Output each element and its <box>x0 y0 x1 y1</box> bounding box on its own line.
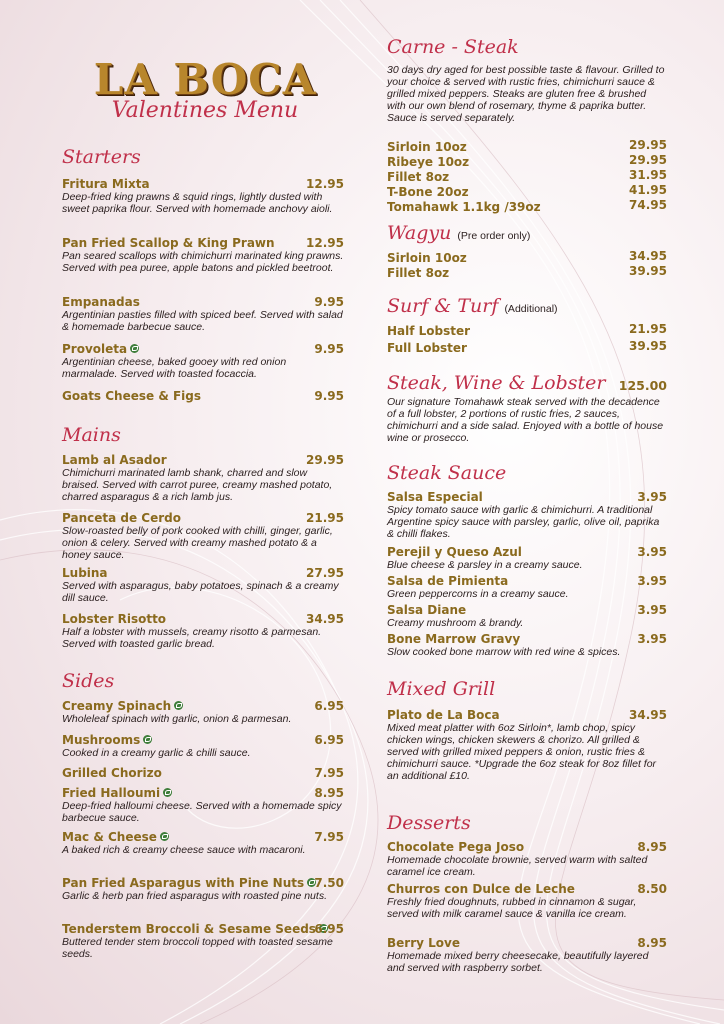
section-title-swl <box>387 372 667 394</box>
menu-item <box>62 612 344 650</box>
item-price: 34.95 <box>629 708 667 722</box>
item-price: 6.95 <box>314 733 344 747</box>
menu-item <box>62 342 344 380</box>
item-name: Chocolate Pega Joso <box>387 840 525 854</box>
item-name: Plato de La Boca <box>387 708 500 722</box>
item-description: Homemade chocolate brownie, served warm with salted caramel ice cream. <box>387 854 648 878</box>
section-description: 30 days dry aged for best possible taste & flavour. Grilled to your choice & served with rustic fries, chimichurri sauce & grilled mixed peppers. Steaks are gluten free & brushed with our own blend of rosemary, thyme & paprika butter. Sauce is served separately. <box>387 64 665 124</box>
section-title-sauce: Steak Sauce <box>387 462 507 484</box>
item-name: Sirloin 10oz <box>387 140 467 154</box>
item-name: Goats Cheese & Figs <box>62 389 202 403</box>
item-name: Provoleta <box>62 342 128 356</box>
menu-item <box>62 511 344 561</box>
item-name: Sirloin 10oz <box>387 251 467 265</box>
item-description: Green peppercorns in a creamy sauce. <box>387 588 569 600</box>
item-name: Full Lobster <box>387 341 467 355</box>
item-price: 29.95 <box>306 453 344 467</box>
item-price: 21.95 <box>629 322 667 336</box>
menu-item <box>387 936 667 974</box>
item-price: 29.95 <box>629 138 667 152</box>
item-price: 21.95 <box>306 511 344 525</box>
item-name: Bone Marrow Gravy <box>387 632 521 646</box>
brand-name: LA BOCA <box>93 55 317 104</box>
item-name: Grilled Chorizo <box>62 766 162 780</box>
section-title-sides: Sides <box>62 670 115 692</box>
item-description: Homemade mixed berry cheesecake, beautifully layered and served with raspberry sorbet. <box>387 950 649 974</box>
section-title-mixed: Mixed Grill <box>387 678 496 700</box>
item-description: Argentinian cheese, baked gooey with red onion marmalade. Served with toasted focaccia. <box>62 356 287 380</box>
menu-item <box>387 882 667 920</box>
section-title-text: Surf & Turf <box>387 295 499 317</box>
menu-item <box>62 766 344 780</box>
item-price: 39.95 <box>629 264 667 278</box>
item-description: Half a lobster with mussels, creamy risotto & parmesan. Served with toasted garlic bread. <box>62 626 322 650</box>
item-name: Pan Fried Scallop & King Prawn <box>62 236 275 250</box>
menu-item <box>387 603 667 629</box>
item-description: Blue cheese & parsley in a creamy sauce. <box>387 559 583 571</box>
item-price: 41.95 <box>629 183 667 197</box>
menu-item <box>387 708 667 782</box>
section-note: (Additional) <box>504 303 558 315</box>
item-price: 7.95 <box>314 766 344 780</box>
item-price: 12.95 <box>306 177 344 191</box>
menu-item <box>62 786 344 824</box>
item-name: Fried Halloumi <box>62 786 161 800</box>
item-price: 8.50 <box>637 882 667 896</box>
vegetarian-icon <box>163 788 172 797</box>
item-price: 31.95 <box>629 168 667 182</box>
section-note: (Pre order only) <box>457 230 531 242</box>
item-price: 3.95 <box>637 632 667 646</box>
item-price: 3.95 <box>637 574 667 588</box>
section-description: Our signature Tomahawk steak served with the decadence of a full lobster, 2 portions of rustic fries, 2 sauces, chimichurri and a side salad. Enjoyed with a bottle of house wine or prosecco. <box>387 396 664 444</box>
item-description: Slow-roasted belly of pork cooked with chilli, ginger, garlic, onion & celery. Served with creamy mashed potato & a honey sauce. <box>62 525 333 561</box>
menu-item <box>387 574 667 600</box>
item-description: Mixed meat platter with 6oz Sirloin*, lamb chop, spicy chicken wings, chicken skewers & chorizo. All grilled & served with grilled mixed peppers & onion, rustic fries & chimichurri sauce. *Upgrade the 6oz steak for 8oz fillet for an additional £10. <box>387 722 657 782</box>
section-title-text: Steak, Wine & Lobster <box>387 372 606 394</box>
item-price: 6.95 <box>314 922 344 936</box>
item-description: Freshly fried doughnuts, rubbed in cinnamon & sugar, served with milk caramel sauce & vanilla ice cream. <box>387 896 637 920</box>
vegetarian-icon <box>143 735 152 744</box>
item-description: Slow cooked bone marrow with red wine & spices. <box>387 646 621 658</box>
menu-item <box>62 733 344 759</box>
item-name: Fillet 8oz <box>387 170 450 184</box>
menu-subtitle: Valentines Menu <box>111 98 299 123</box>
item-price: 29.95 <box>629 153 667 167</box>
vegetarian-icon <box>130 344 139 353</box>
item-price: 27.95 <box>306 566 344 580</box>
section-intro <box>387 396 667 444</box>
price-row <box>387 322 667 340</box>
item-price: 7.50 <box>314 876 344 890</box>
item-name: Half Lobster <box>387 324 471 338</box>
item-description: Served with asparagus, baby potatoes, spinach & a creamy dill sauce. <box>62 580 339 604</box>
item-price: 12.95 <box>306 236 344 250</box>
item-description: Argentinian pasties filled with spiced beef. Served with salad & homemade barbecue sauce. <box>62 309 343 333</box>
item-price: 7.95 <box>314 830 344 844</box>
section-title-surf <box>387 295 558 317</box>
price-row <box>387 339 667 357</box>
section-title-desserts: Desserts <box>387 812 471 834</box>
menu-item <box>62 922 344 960</box>
menu-item <box>387 545 667 571</box>
item-name: Churros con Dulce de Leche <box>387 882 575 896</box>
item-price: 3.95 <box>637 490 667 504</box>
menu-item <box>62 236 344 274</box>
item-description: Cooked in a creamy garlic & chilli sauce. <box>62 747 251 759</box>
menu-item <box>62 453 344 503</box>
item-description: Chimichurri marinated lamb shank, charred and slow braised. Served with carrot puree, creamy mashed potato, charred asparagus & a rich lamb jus. <box>62 467 333 503</box>
item-name: Lamb al Asador <box>62 453 167 467</box>
item-name: Lobster Risotto <box>62 612 167 626</box>
menu-item <box>62 876 344 902</box>
item-description: Wholeleaf spinach with garlic, onion & parmesan. <box>62 713 292 725</box>
item-price: 9.95 <box>314 342 344 356</box>
item-price: 3.95 <box>637 545 667 559</box>
menu-item <box>62 699 344 725</box>
section-title-text: Wagyu <box>387 222 452 244</box>
menu-item <box>62 830 344 856</box>
item-description: Garlic & herb pan fried asparagus with roasted pine nuts. <box>62 890 327 902</box>
item-price: 125.00 <box>618 378 667 393</box>
item-description: A baked rich & creamy cheese sauce with macaroni. <box>62 844 306 856</box>
item-price: 9.95 <box>314 389 344 403</box>
item-name: Fritura Mixta <box>62 177 150 191</box>
item-price: 3.95 <box>637 603 667 617</box>
price-row <box>387 264 667 282</box>
item-description: Spicy tomato sauce with garlic & chimichurri. A traditional Argentine spicy sauce with parsley, garlic, olive oil, paprika & chilli flakes. <box>387 504 660 540</box>
item-description: Deep-fried king prawns & squid rings, lightly dusted with sweet paprika flour. Served with homemade anchovy aioli. <box>62 191 333 215</box>
menu-item <box>62 295 344 333</box>
item-description: Deep-fried halloumi cheese. Served with a homemade spicy barbecue sauce. <box>62 800 342 824</box>
item-name: Tenderstem Broccoli & Sesame Seeds <box>62 922 316 936</box>
item-name: Creamy Spinach <box>62 699 172 713</box>
item-name: Fillet 8oz <box>387 266 450 280</box>
section-title-wagyu <box>387 222 530 244</box>
item-name: Tomahawk 1.1kg /39oz <box>387 200 541 214</box>
section-title-carne: Carne - Steak <box>387 36 519 58</box>
menu-item <box>62 389 344 403</box>
section-title-mains: Mains <box>62 424 121 446</box>
section-intro <box>387 64 667 124</box>
item-price: 74.95 <box>629 198 667 212</box>
item-price: 6.95 <box>314 699 344 713</box>
item-name: Panceta de Cerdo <box>62 511 181 525</box>
item-name: Mac & Cheese <box>62 830 157 844</box>
price-row <box>387 198 667 216</box>
logo <box>75 55 335 123</box>
menu-item <box>387 632 667 658</box>
menu-item <box>62 566 344 604</box>
vegetarian-icon <box>160 832 169 841</box>
item-name: Salsa de Pimienta <box>387 574 509 588</box>
section-title-starters: Starters <box>62 146 141 168</box>
item-price: 8.95 <box>637 936 667 950</box>
item-name: Perejil y Queso Azul <box>387 545 522 559</box>
item-name: Salsa Diane <box>387 603 467 617</box>
item-name: Empanadas <box>62 295 140 309</box>
menu-item <box>387 490 667 540</box>
item-name: Mushrooms <box>62 733 141 747</box>
menu-item <box>62 177 344 215</box>
item-description: Pan seared scallops with chimichurri marinated king prawns. Served with pea puree, apple batons and pickled beetroot. <box>62 250 344 274</box>
item-price: 9.95 <box>314 295 344 309</box>
item-price: 8.95 <box>314 786 344 800</box>
item-price: 8.95 <box>637 840 667 854</box>
item-name: Pan Fried Asparagus with Pine Nuts <box>62 876 305 890</box>
item-name: Salsa Especial <box>387 490 483 504</box>
item-name: T-Bone 20oz <box>387 185 469 199</box>
item-name: Lubina <box>62 566 108 580</box>
menu-item <box>387 840 667 878</box>
item-name: Berry Love <box>387 936 460 950</box>
item-price: 34.95 <box>306 612 344 626</box>
vegetarian-icon <box>174 701 183 710</box>
item-description: Buttered tender stem broccoli topped with toasted sesame seeds. <box>62 936 333 960</box>
item-description: Creamy mushroom & brandy. <box>387 617 524 629</box>
item-price: 39.95 <box>629 339 667 353</box>
item-price: 34.95 <box>629 249 667 263</box>
item-name: Ribeye 10oz <box>387 155 470 169</box>
